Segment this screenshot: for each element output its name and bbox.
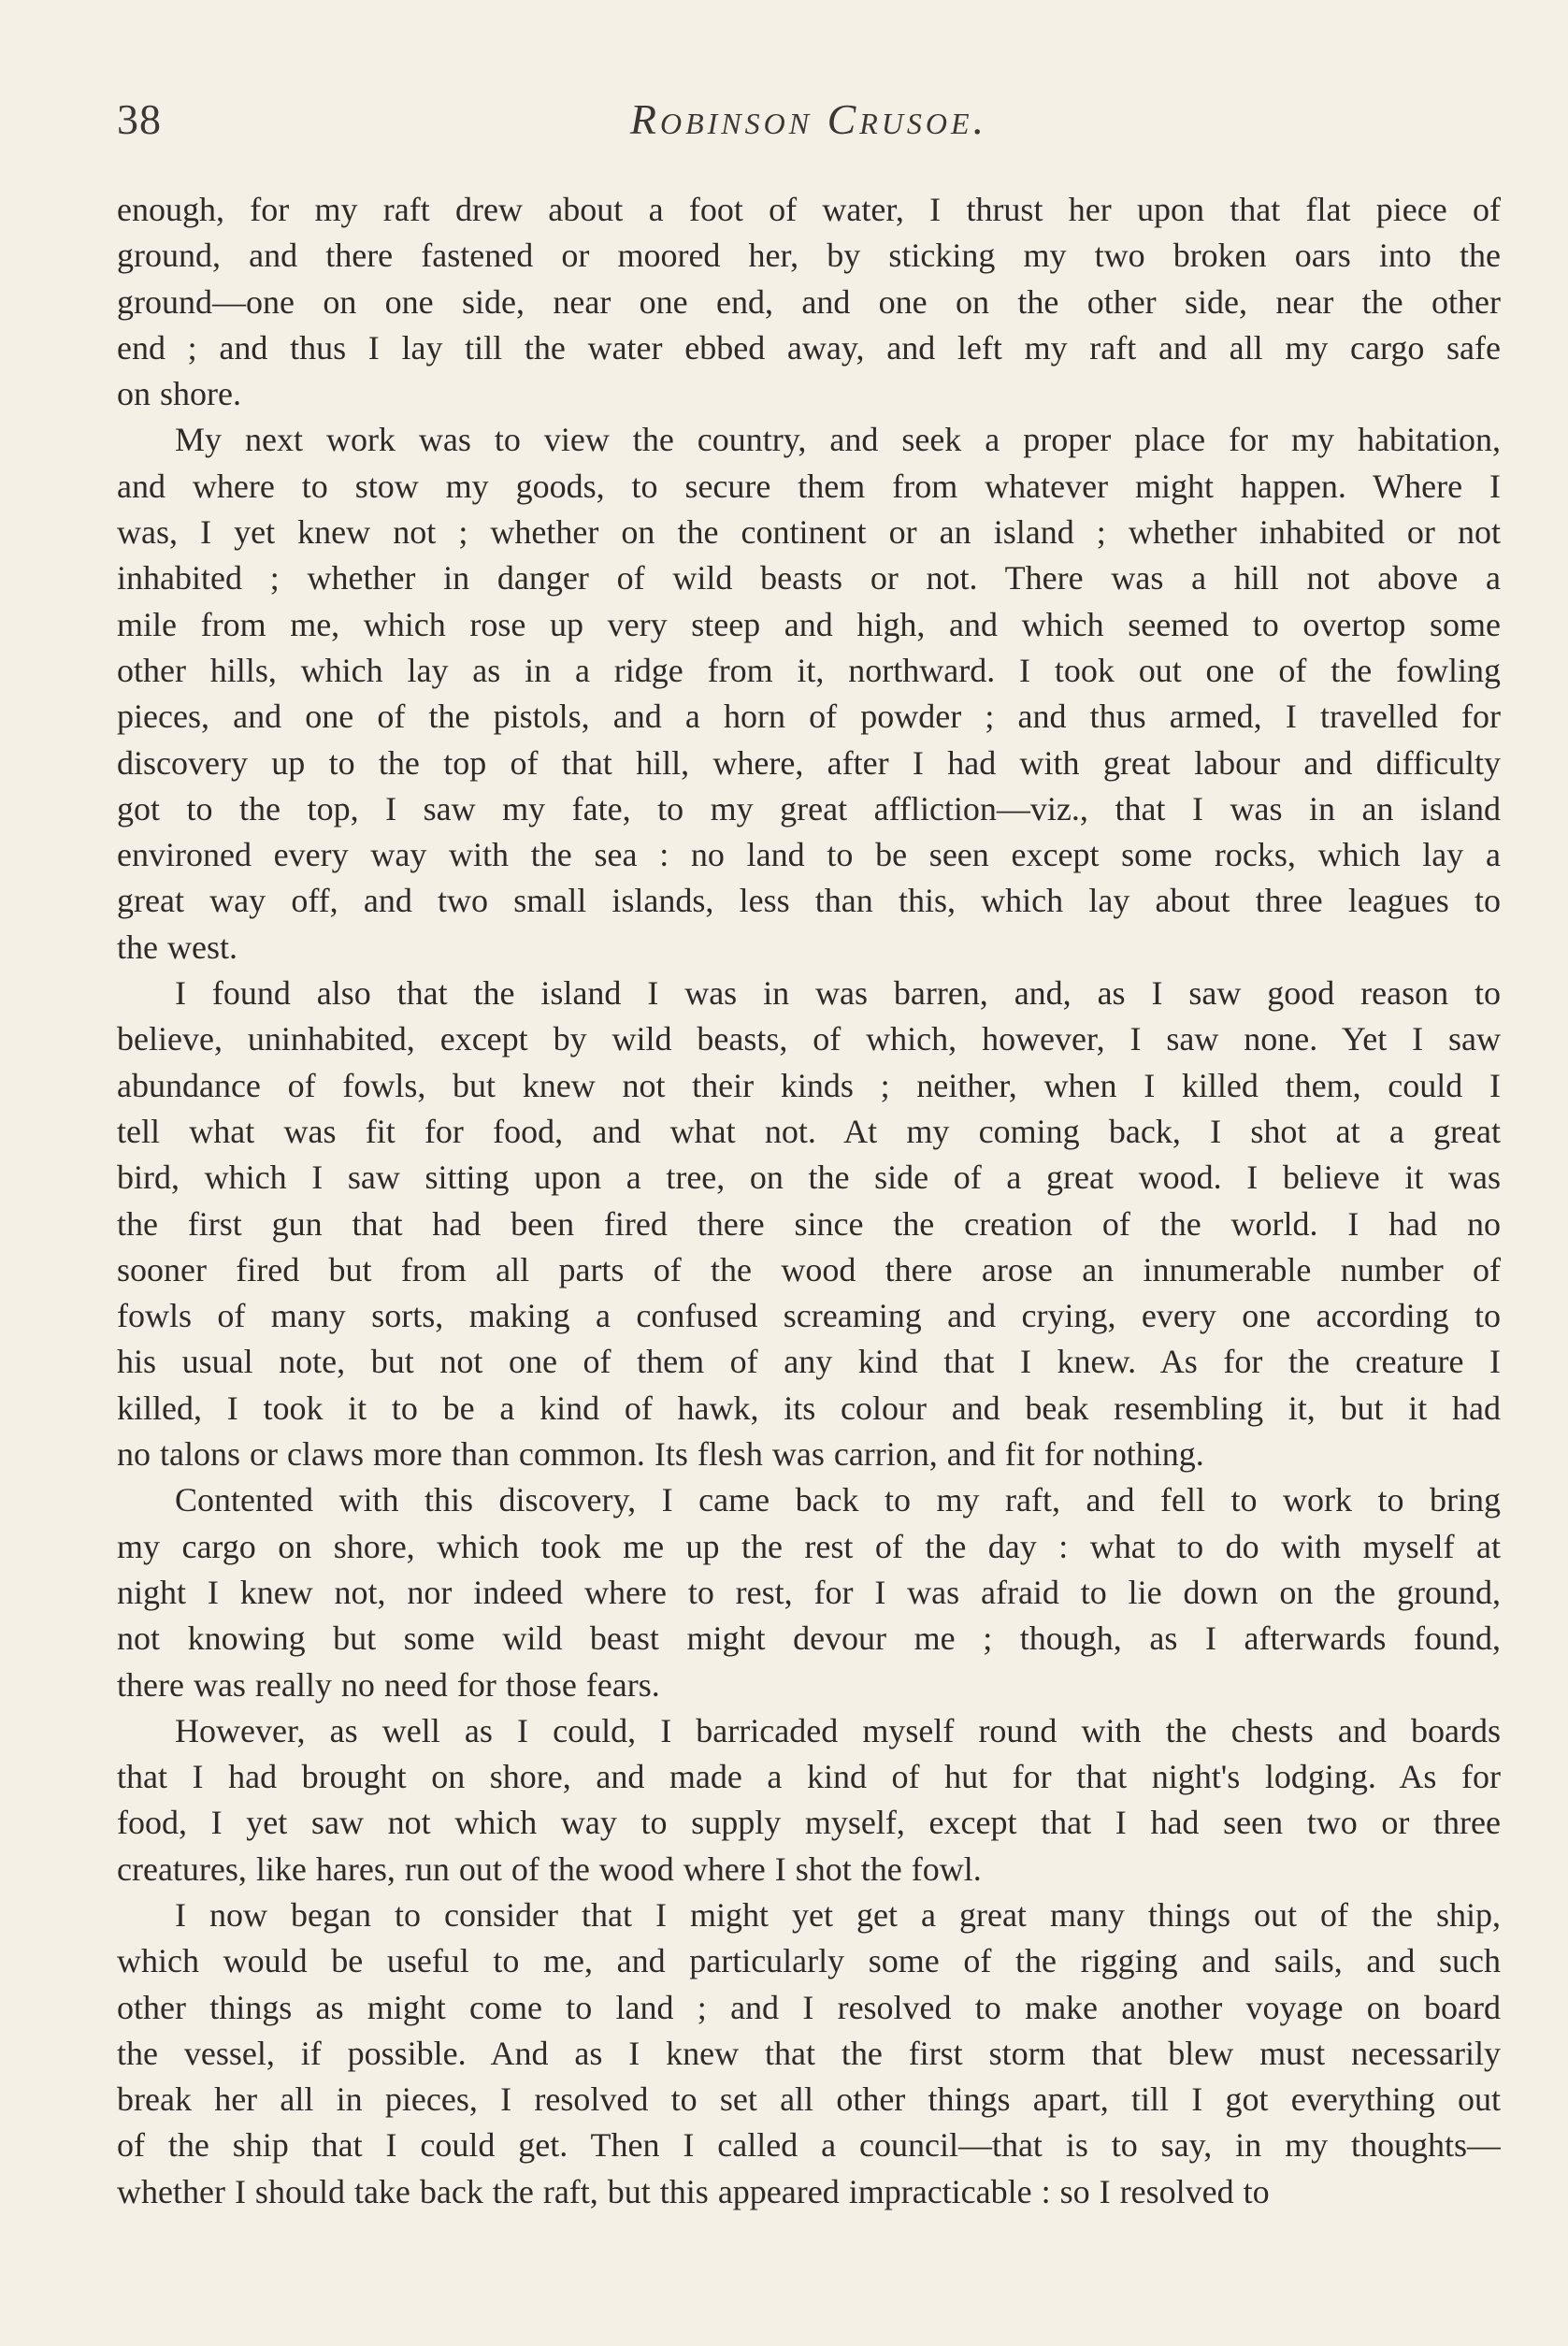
text-line: food, I yet saw not which way to supply myself, except that I had seen two or three — [117, 1804, 1501, 1842]
text-line: end ; and thus I lay till the water ebbed away, and left my raft and all my cargo safe — [117, 328, 1501, 367]
text-line: sooner fired but from all parts of the wood there arose an innumerable number of — [117, 1250, 1501, 1288]
text-line: environed every way with the sea : no land to be seen except some rocks, which lay a — [117, 836, 1501, 874]
text-line: night I knew not, nor indeed where to rest, for I was afraid to lie down on the ground, — [117, 1573, 1501, 1611]
paragraph — [117, 971, 1501, 1477]
text-line: abundance of fowls, but knew not their kinds ; neither, when I killed them, could I — [117, 1066, 1501, 1104]
page-number: 38 — [117, 95, 162, 143]
text-line: However, as well as I could, I barricaded myself round with the chests and boards — [175, 1711, 1501, 1749]
text-line: tell what was fit for food, and what not. At my coming back, I shot at a great — [117, 1112, 1501, 1150]
text-line: ground, and there fastened or moored her, by sticking my two broken oars into the — [117, 237, 1501, 275]
text-line: not knowing but some wild beast might devour me ; though, as I afterwards found, — [117, 1619, 1501, 1658]
text-line: that I had brought on shore, and made a kind of hut for that night's lodging. As for — [117, 1758, 1501, 1796]
text-line: got to the top, I saw my fate, to my great affliction—viz., that I was in an island — [117, 789, 1501, 828]
text-line: fowls of many sorts, making a confused screaming and crying, every one according to — [117, 1297, 1501, 1335]
text-line: bird, which I saw sitting upon a tree, on the side of a great wood. I believe it was — [117, 1159, 1501, 1197]
text-line: pieces, and one of the pistols, and a horn of powder ; and thus armed, I travelled for — [117, 698, 1501, 736]
paragraph — [117, 417, 1501, 971]
text-line: the west. — [117, 928, 237, 966]
text-line: other things as might come to land ; and I resolved to make another voyage on board — [117, 1988, 1501, 2026]
text-line: was, I yet knew not ; whether on the continent or an island ; whether inhabited or not — [117, 513, 1501, 552]
text-line: which would be useful to me, and particularly some of the rigging and sails, and such — [117, 1942, 1501, 1980]
text-line: the vessel, if possible. And as I knew that the first storm that blew must necessarily — [117, 2034, 1501, 2072]
text-line: of the ship that I could get. Then I called a council—that is to say, in my thoughts— — [117, 2126, 1501, 2165]
paragraph — [117, 1893, 1501, 2215]
text-line: his usual note, but not one of them of any kind that I knew. As for the creature I — [117, 1343, 1501, 1381]
text-line: my cargo on shore, which took me up the rest of the day : what to do with myself at — [117, 1527, 1501, 1565]
text-line: mile from me, which rose up very steep and high, and which seemed to overtop some — [117, 605, 1501, 643]
text-line: the first gun that had been fired there since the creation of the world. I had no — [117, 1204, 1501, 1243]
text-line: and where to stow my goods, to secure them from whatever might happen. Where I — [117, 467, 1501, 505]
text-line: I found also that the island I was in was barren, and, as I saw good reason to — [175, 974, 1501, 1013]
running-head: Robinson Crusoe. — [629, 95, 988, 143]
text-line: enough, for my raft drew about a foot of water, I thrust her upon that flat piece of — [117, 191, 1501, 228]
page-header — [117, 92, 1501, 148]
paragraph — [117, 187, 1501, 417]
text-line: no talons or claws more than common. Its flesh was carrion, and fit for nothing. — [117, 1435, 1204, 1474]
body-text — [117, 187, 1501, 2215]
text-line: discovery up to the top of that hill, where, after I had with great labour and difficulty — [117, 743, 1501, 782]
paragraph — [117, 1708, 1501, 1893]
text-line: creatures, like hares, run out of the wood where I shot the fowl. — [117, 1849, 982, 1888]
paragraph — [117, 1477, 1501, 1707]
text-line: break her all in pieces, I resolved to set all other things apart, till I got everything out — [117, 2080, 1501, 2119]
text-line: there was really no need for those fears. — [117, 1665, 660, 1704]
text-line: I now began to consider that I might yet get a great many things out of the ship, — [175, 1895, 1501, 1934]
text-line: My next work was to view the country, and seek a proper place for my habitation, — [175, 421, 1501, 459]
text-line: Contented with this discovery, I came back to my raft, and fell to work to bring — [175, 1481, 1501, 1519]
text-line: believe, uninhabited, except by wild beasts, of which, however, I saw none. Yet I saw — [117, 1020, 1501, 1058]
text-line: killed, I took it to be a kind of hawk, its colour and beak resembling it, but it had — [117, 1389, 1501, 1427]
text-line: great way off, and two small islands, less than this, which lay about three leagues to — [117, 882, 1501, 920]
text-line: on shore. — [117, 375, 241, 413]
text-line: inhabited ; whether in danger of wild beasts or not. There was a hill not above a — [117, 559, 1501, 597]
text-line: other hills, which lay as in a ridge from it, northward. I took out one of the fowling — [117, 651, 1501, 689]
text-line: whether I should take back the raft, but this appeared impracticable : so I resolved to — [117, 2172, 1270, 2210]
text-line: ground—one on one side, near one end, and one on the other side, near the other — [117, 282, 1501, 321]
